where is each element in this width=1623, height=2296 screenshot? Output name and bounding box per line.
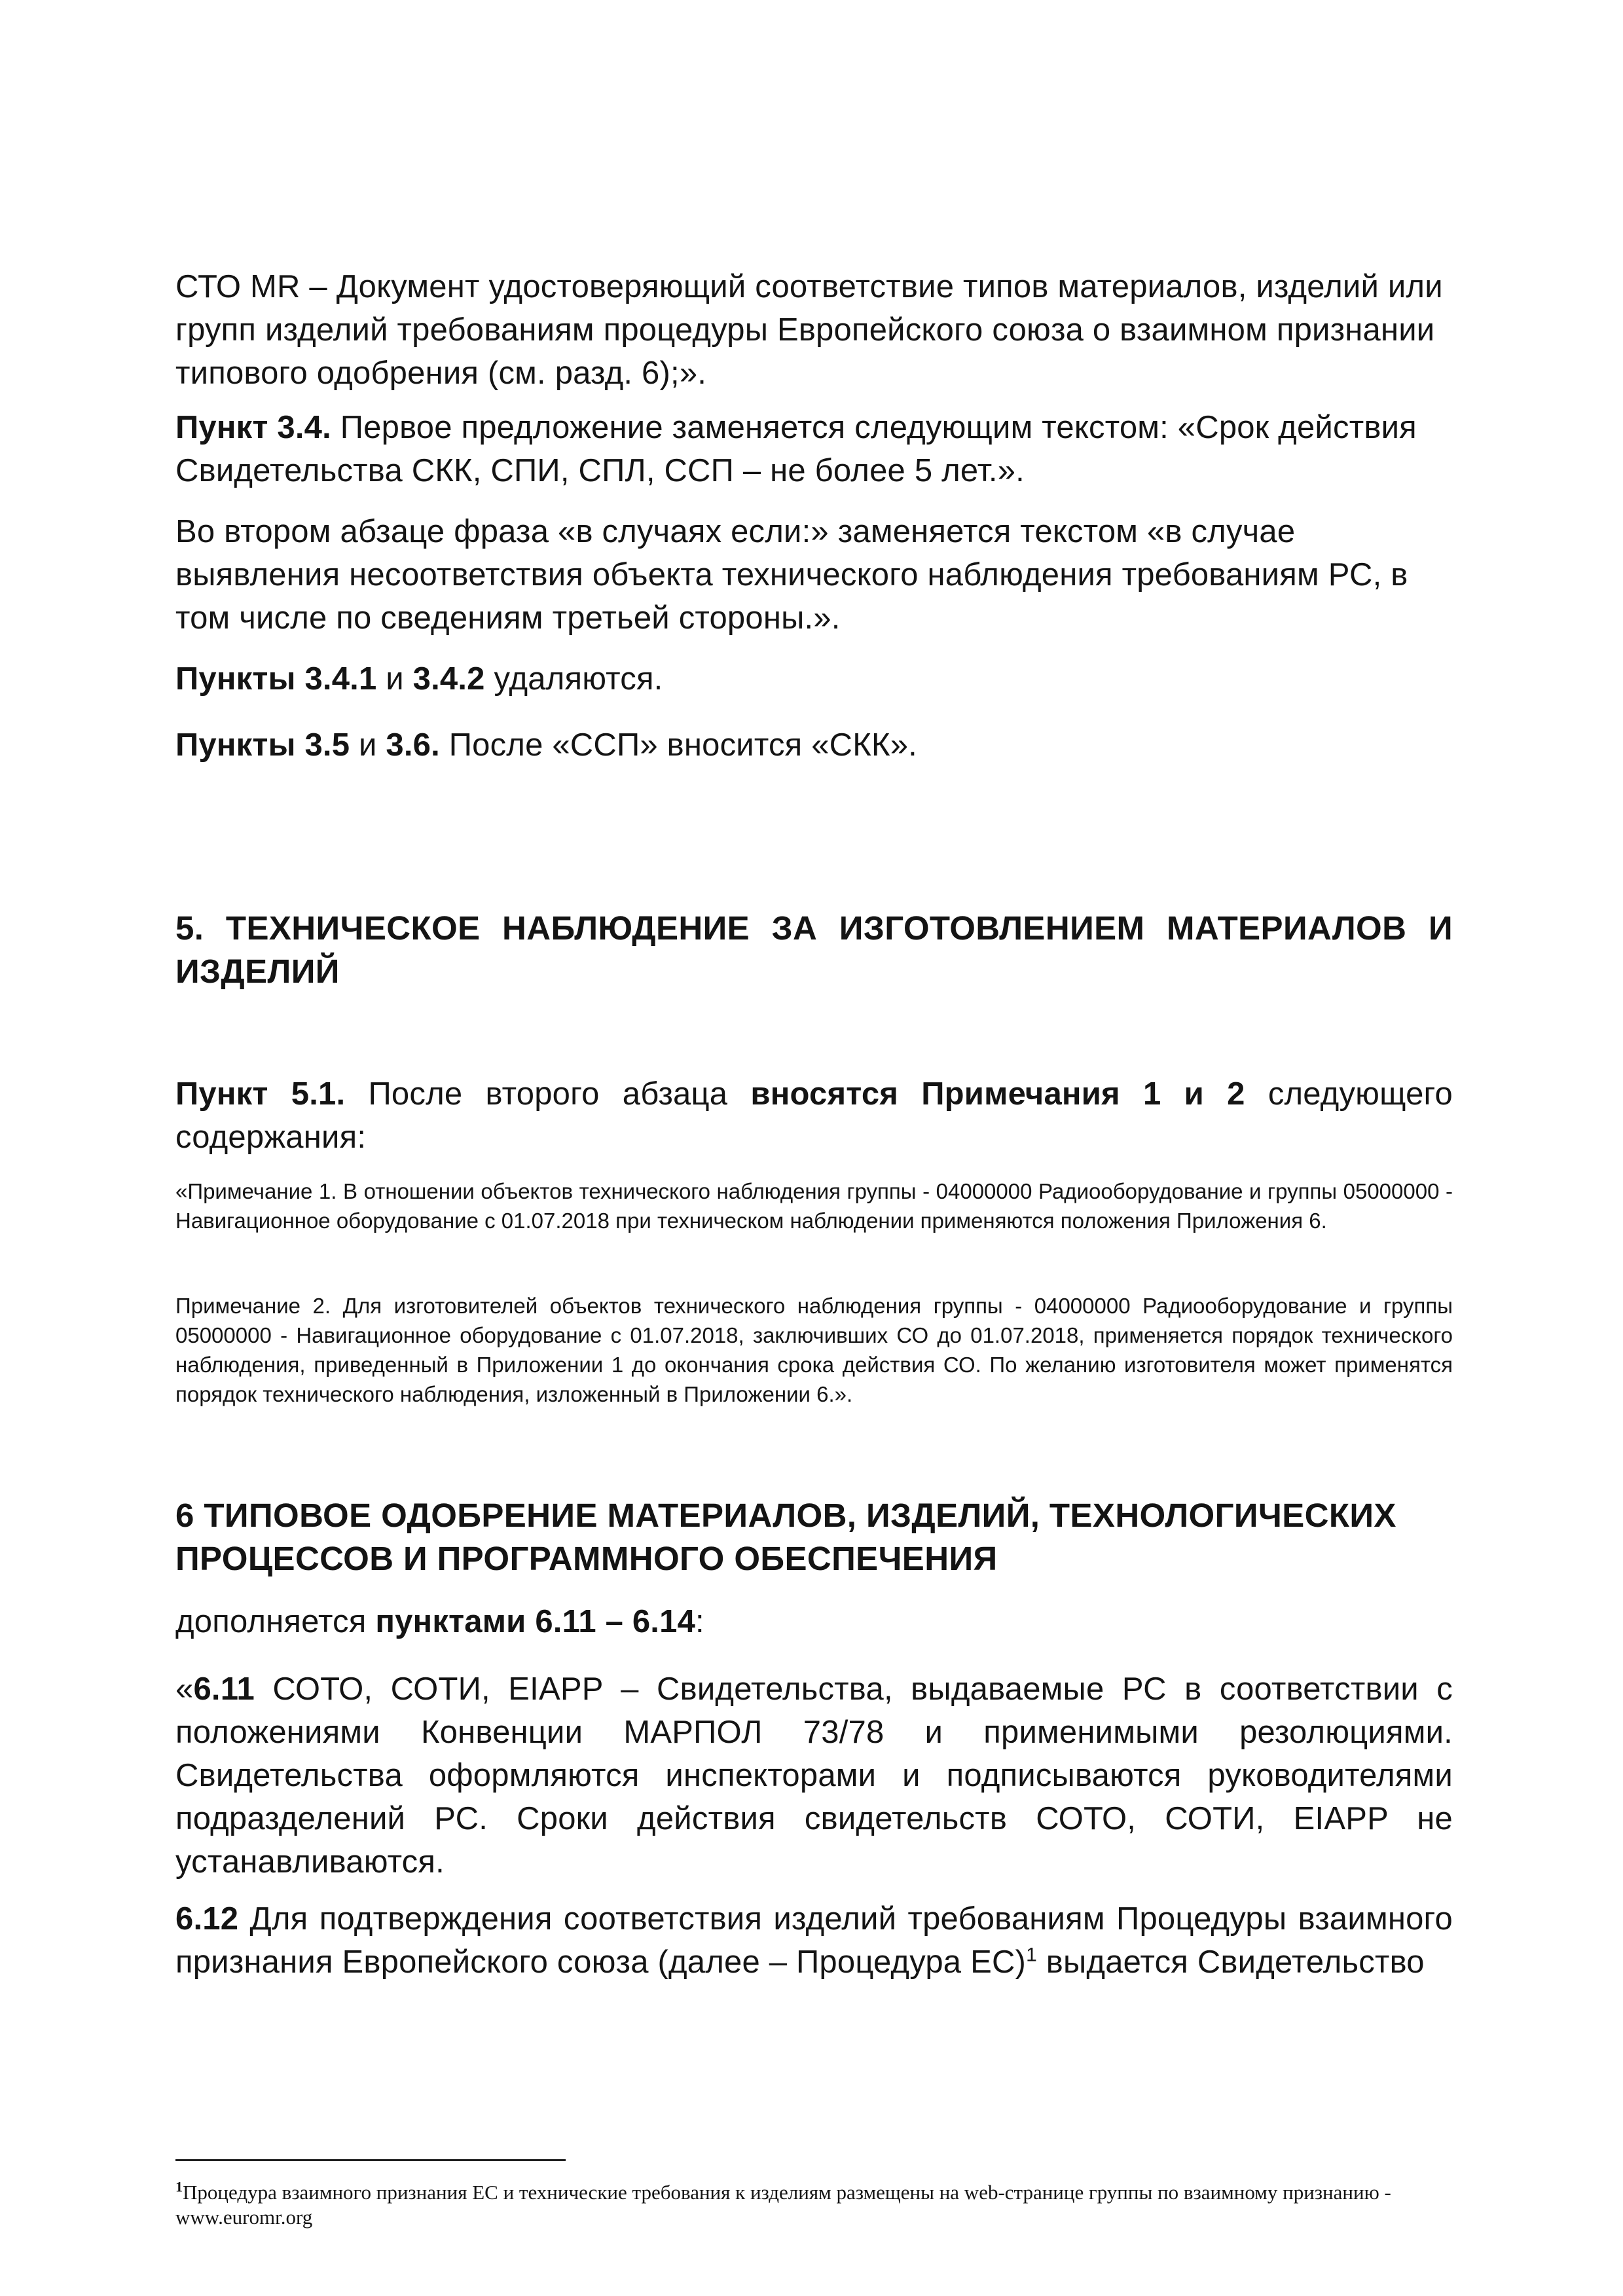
note-text: «Примечание 1. В отношении объектов технического наблюдения группы - 04000000 Радиооборудование и группы 05000000 - Навигационное оборудование с 01.07.2018 при техническом наблюдении применяются положения Приложения 6.: [175, 1179, 1453, 1233]
paragraph-text: Во втором абзаце фраза «в случаях если:» заменяется текстом «в случае выявления несоответствия объекта технического наблюдения требованиям РС, в том числе по сведениям третьей стороны.».: [175, 514, 1408, 636]
paragraph-text: Для подтверждения соответствия изделий требованиям Процедуры взаимного признания Европейского союза (далее – Процедура ЕС): [175, 1901, 1453, 1980]
paragraph-text: и: [350, 727, 386, 763]
paragraph-text: следующего содержания:: [175, 1076, 1453, 1155]
paragraph-text: После второго абзаца: [345, 1076, 751, 1112]
clause-label: Пункты 3.5: [175, 727, 350, 763]
emphasis-text: вносятся Примечания 1 и 2: [750, 1076, 1245, 1112]
paragraph-text: Первое предложение заменяется следующим текстом: «Срок действия Свидетельства СКК, СПИ, СПЛ, ССП – не более 5 лет.».: [175, 410, 1417, 488]
clause-label: Пункт 3.4.: [175, 410, 331, 445]
paragraph-6-12: [175, 1897, 1453, 1984]
section-5-heading: [175, 907, 1453, 993]
paragraph-text: «: [175, 1671, 194, 1707]
paragraph-text: выдается Свидетельство: [1036, 1944, 1425, 1980]
paragraph-6-11: [175, 1667, 1453, 1884]
paragraph-text: дополняется: [175, 1604, 376, 1639]
paragraph-text: После «ССП» вносится «СКК».: [439, 727, 917, 763]
paragraph-text: :: [695, 1604, 704, 1639]
paragraph-dopolnyaetsya: [175, 1600, 1453, 1643]
paragraph-text: удаляются.: [484, 661, 663, 697]
paragraph-text: СТО MR – Документ удостоверяющий соответствие типов материалов, изделий или групп изделий требованиям процедуры Европейского союза о взаимном признании типового одобрения (см. разд. 6);».: [175, 269, 1443, 391]
paragraph-punkty-3-4-1: [175, 657, 1453, 701]
clause-label: 3.6.: [386, 727, 440, 763]
footnote: [175, 2180, 1453, 2230]
footnote-reference: 1: [1026, 1944, 1037, 1966]
footnote-mark: 1: [175, 2178, 183, 2195]
clause-label: пунктами 6.11 – 6.14: [375, 1604, 696, 1639]
section-6-heading: [175, 1494, 1419, 1580]
clause-label: 6.11: [193, 1671, 255, 1707]
paragraph-sto-mr: [175, 265, 1453, 395]
paragraph-punkt-3-4: [175, 406, 1453, 492]
note-1: [175, 1176, 1453, 1235]
note-2: [175, 1291, 1453, 1409]
clause-label: 3.4.2: [412, 661, 485, 697]
heading-text: 5. ТЕХНИЧЕСКОЕ НАБЛЮДЕНИЕ ЗА ИЗГОТОВЛЕНИЕМ МАТЕРИАЛОВ И ИЗДЕЛИЙ: [175, 909, 1453, 990]
footnote-separator: [175, 2159, 566, 2161]
paragraph-punkt-5-1: [175, 1072, 1453, 1159]
clause-label: 6.12: [175, 1901, 239, 1937]
paragraph-second-abzac: [175, 510, 1453, 640]
heading-text: 6 ТИПОВОЕ ОДОБРЕНИЕ МАТЕРИАЛОВ, ИЗДЕЛИЙ, ТЕХНОЛОГИЧЕСКИХ ПРОЦЕССОВ И ПРОГРАММНОГО ОБЕСПЕЧЕНИЯ: [175, 1497, 1396, 1577]
clause-label: Пункт 5.1.: [175, 1076, 346, 1112]
paragraph-punkty-3-5: [175, 723, 1453, 767]
paragraph-text: СОТО, СОТИ, EIAPP – Свидетельства, выдаваемые РС в соответствии с положениями Конвенции МАРПОЛ 73/78 и применимыми резолюциями. Свидетельства оформляются инспекторами и подписываются руководителями подразделений РС. Сроки действия свидетельств СОТО, СОТИ, EIAPP не устанавливаются.: [175, 1671, 1453, 1880]
footnote-text: Процедура взаимного признания ЕС и технические требования к изделиям размещены на web-странице группы по взаимному признанию - www.euromr.org: [175, 2181, 1391, 2229]
clause-label: Пункты 3.4.1: [175, 661, 377, 697]
paragraph-text: и: [376, 661, 413, 697]
note-text: Примечание 2. Для изготовителей объектов технического наблюдения группы - 04000000 Радиооборудование и группы 05000000 - Навигационное оборудование с 01.07.2018, заключивших СО до 01.07.2018, применяется порядок технического наблюдения, приведенный в Приложении 1 до окончания срока действия СО. По желанию изготовителя может применятся порядок технического наблюдения, изложенный в Приложении 6.».: [175, 1294, 1453, 1406]
